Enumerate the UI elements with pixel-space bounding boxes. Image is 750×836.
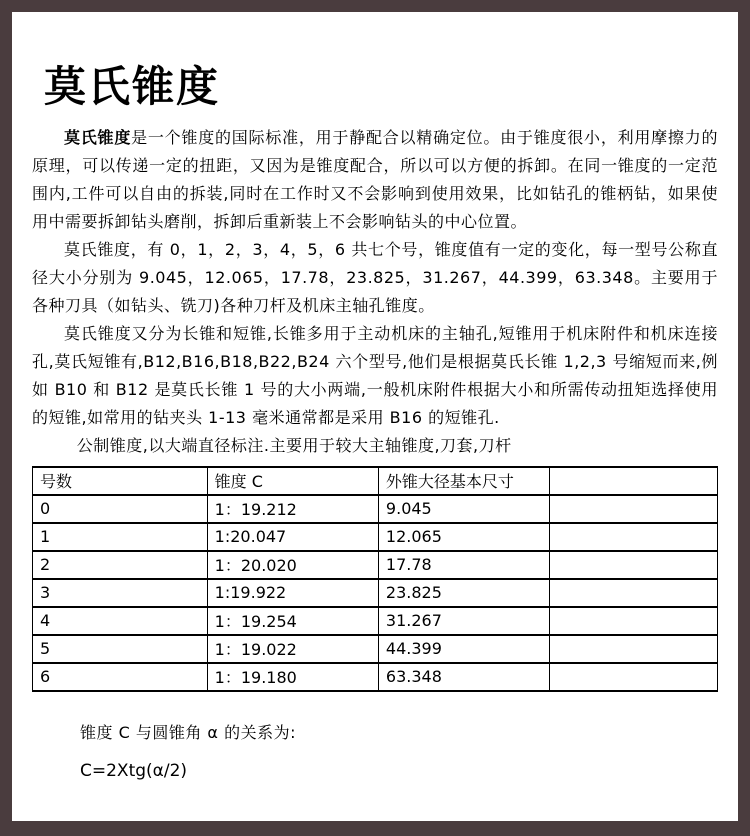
formula-block	[80, 718, 718, 786]
table-cell: 1：19.254	[207, 607, 378, 635]
paragraph-intro-text: 是一个锥度的国际标准，用于静配合以精确定位。由于锥度很小，利用摩擦力的原理，可以传递一定的扭距，又因为是锥度配合，所以可以方便的拆卸。在同一锥度的一定范围内,工件可以自由的拆装,同时在工作时又不会影响到使用效果，比如钻孔的锥柄钻，如果使用中需要拆卸钻头磨削，拆卸后重新装上不会影响钻头的中心位置。	[32, 127, 718, 231]
table-row	[33, 551, 718, 579]
table-body	[33, 495, 718, 691]
table-header-cell: 外锥大径基本尺寸	[378, 467, 549, 495]
table-cell	[550, 551, 718, 579]
table-cell: 1：19.180	[207, 663, 378, 691]
paragraph-short-taper: 莫氏锥度又分为长锥和短锥,长锥多用于主动机床的主轴孔,短锥用于机床附件和机床连接孔,莫氏短锥有,B12,B16,B18,B22,B24 六个型号,他们是根据莫氏长锥 1,2,3 号缩短而来,例如 B10 和 B12 是莫氏长锥 1 号的大小两端,一般机床附件根据大小和所需传动扭矩选择使用的短锥,如常用的钻夹头 1-13 毫米通常都是采用 B16 的短锥孔.	[32, 323, 718, 427]
table-cell: 1	[33, 523, 208, 551]
table-cell	[550, 635, 718, 663]
formula-text: C=2Xtg(α/2)	[80, 760, 188, 781]
table-header-cell: 锥度 C	[207, 467, 378, 495]
table-cell: 44.399	[378, 635, 549, 663]
paragraph-metric-taper: 公制锥度,以大端直径标注.主要用于较大主轴锥度,刀套,刀杆	[76, 435, 512, 455]
table-cell	[550, 523, 718, 551]
table-cell: 1：20.020	[207, 551, 378, 579]
relation-label: 锥度 C 与圆锥角 α 的关系为:	[80, 722, 296, 742]
table-cell: 4	[33, 607, 208, 635]
paragraph-intro	[32, 124, 718, 236]
table-cell: 6	[33, 663, 208, 691]
table-row	[33, 635, 718, 663]
table-cell	[550, 495, 718, 523]
table-row	[33, 607, 718, 635]
table-header-cell: 号数	[33, 467, 208, 495]
table-cell	[550, 579, 718, 607]
paragraph-sizes: 莫氏锥度，有 0，1，2，3，4，5，6 共七个号，锥度值有一定的变化，每一型号公称直径大小分别为 9.045，12.065，17.78，23.825，31.267，44.399，63.348。主要用于各种刀具（如钻头、铣刀)各种刀杆及机床主轴孔锥度。	[32, 239, 718, 315]
table-cell: 1：19.022	[207, 635, 378, 663]
taper-spec-table	[32, 466, 718, 692]
table-row	[33, 495, 718, 523]
table-cell: 1:19.922	[207, 579, 378, 607]
table-header-cell	[550, 467, 718, 495]
table-cell: 0	[33, 495, 208, 523]
page-title: 莫氏锥度	[44, 62, 221, 111]
table-cell: 3	[33, 579, 208, 607]
table-cell: 17.78	[378, 551, 549, 579]
table-cell	[550, 663, 718, 691]
table-cell	[550, 607, 718, 635]
table-row	[33, 579, 718, 607]
table-row	[33, 663, 718, 691]
table-cell: 1:20.047	[207, 523, 378, 551]
table-cell: 9.045	[378, 495, 549, 523]
table-header-row	[33, 467, 718, 495]
paragraph-intro-bold-lead: 莫氏锥度	[64, 127, 132, 147]
table-cell: 2	[33, 551, 208, 579]
table-cell: 1：19.212	[207, 495, 378, 523]
table-cell: 5	[33, 635, 208, 663]
table-cell: 31.267	[378, 607, 549, 635]
table-row	[33, 523, 718, 551]
table-cell: 23.825	[378, 579, 549, 607]
document-page	[12, 12, 738, 821]
table-cell: 12.065	[378, 523, 549, 551]
table-cell: 63.348	[378, 663, 549, 691]
